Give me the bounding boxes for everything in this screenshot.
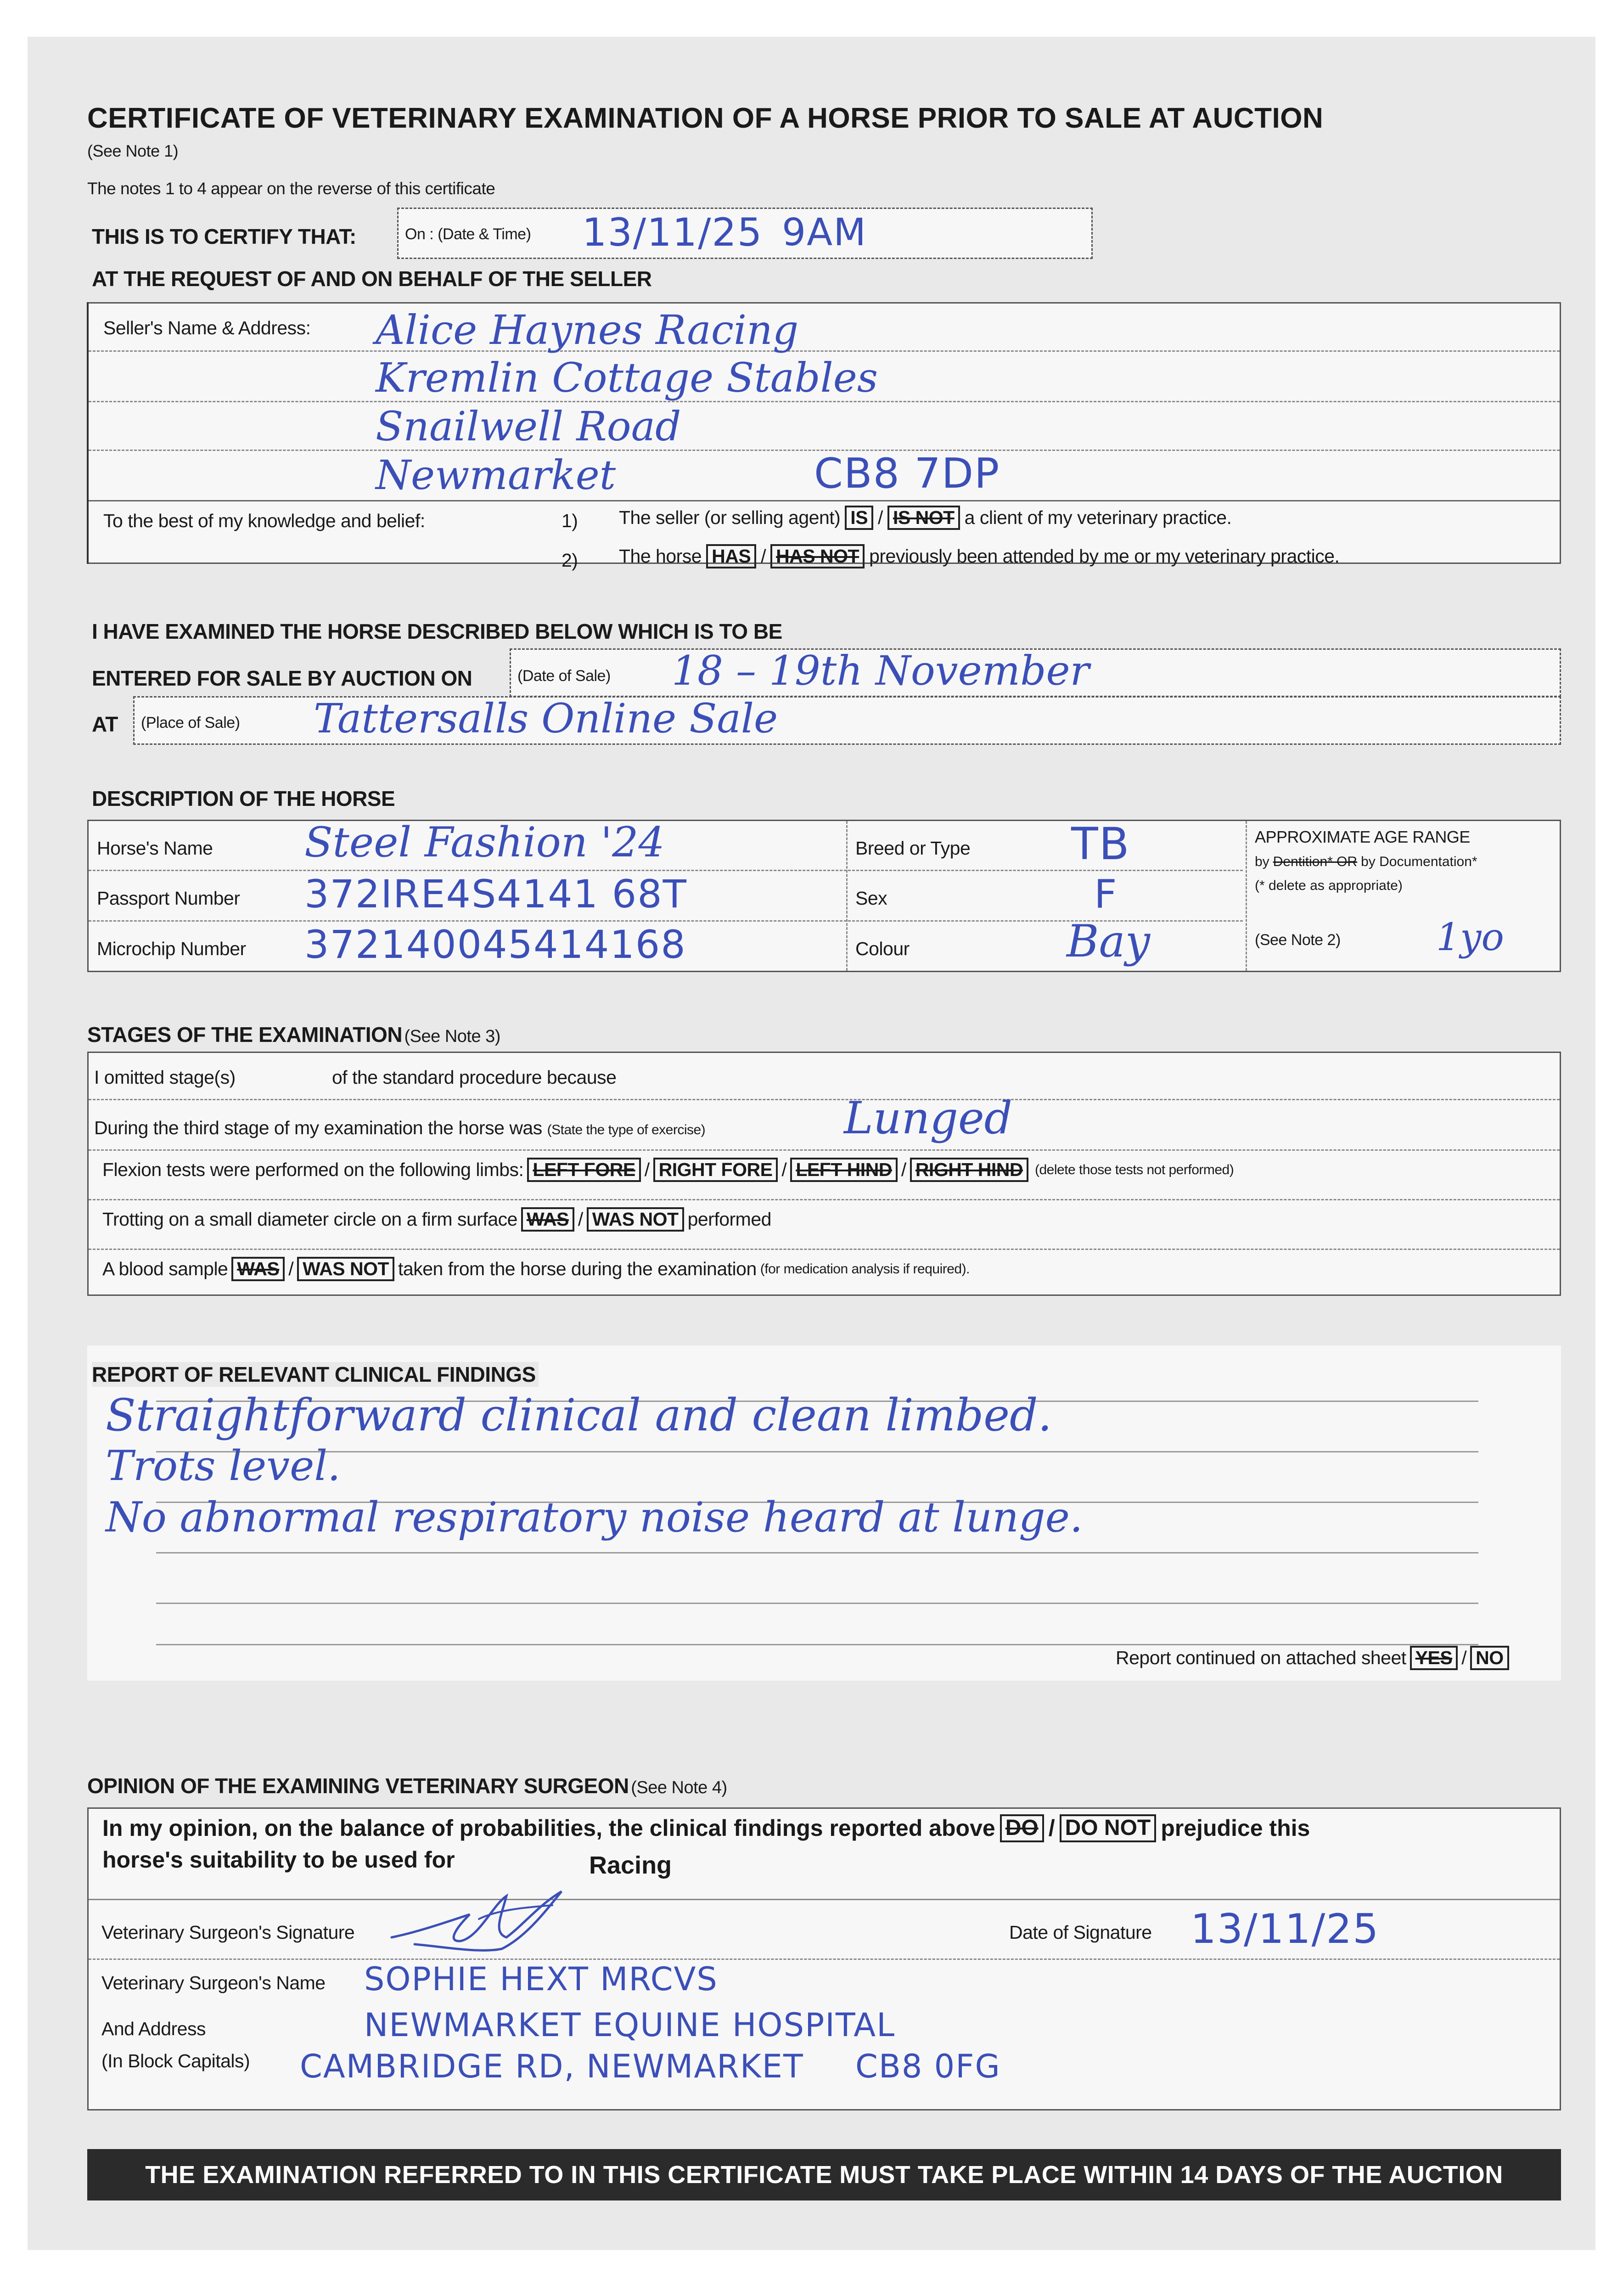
trot-tail: performed <box>687 1209 771 1230</box>
vet-address-line-1: NEWMARKET EQUINE HOSPITAL <box>364 2006 896 2044</box>
header-see-note: (See Note 1) <box>87 141 179 160</box>
suitability-purpose: Racing <box>589 1851 672 1879</box>
blood-was-option[interactable]: WAS <box>231 1257 285 1281</box>
age-value: 1yo <box>1436 916 1504 959</box>
sex-value: F <box>1094 872 1118 917</box>
left-hind-option[interactable]: LEFT HIND <box>790 1158 898 1182</box>
exam-date-value: 13/11/25 <box>582 210 763 255</box>
vet-address-label: And Address <box>101 2018 206 2039</box>
trot-label: Trotting on a small diameter circle on a firm surface <box>102 1209 517 1230</box>
seller-line-4 <box>89 500 1560 501</box>
report-line-4 <box>156 1552 1478 1553</box>
flexion-note: (delete those tests not performed) <box>1034 1162 1234 1177</box>
seller-name-label: Seller's Name & Address: <box>103 317 311 338</box>
examined-heading: I HAVE EXAMINED THE HORSE DESCRIBED BELOW WHICH IS TO BE <box>92 619 782 643</box>
is-not-option[interactable]: IS NOT <box>887 506 960 530</box>
report-line-6 <box>156 1644 1478 1645</box>
vet-name-label: Veterinary Surgeon's Name <box>101 1972 326 1993</box>
date-of-signature-value: 13/11/25 <box>1191 1905 1380 1953</box>
passport-label: Passport Number <box>97 888 240 909</box>
horse-attended-tail: previously been attended by me or my veterinary practice. <box>869 546 1340 567</box>
separator: / <box>288 1258 294 1280</box>
vet-signature <box>387 1887 580 1956</box>
third-stage-label: During the third stage of my examination the horse was <box>94 1117 542 1138</box>
report-continued-row <box>1116 1646 1509 1670</box>
opinion-section <box>87 1807 1561 2110</box>
age-range-heading: APPROXIMATE AGE RANGE <box>1255 827 1470 846</box>
report-finding-line-1: Straightforward clinical and clean limbed. <box>106 1390 1052 1441</box>
separator: / <box>781 1159 787 1181</box>
opinion-heading-row <box>87 1773 727 1798</box>
place-of-sale-label: (Place of Sale) <box>141 714 240 732</box>
stages-line-4 <box>89 1249 1560 1250</box>
report-continued-yes[interactable]: YES <box>1410 1646 1458 1670</box>
seller-client-text: The seller (or selling agent) <box>619 507 841 529</box>
left-fore-option[interactable]: LEFT FORE <box>527 1158 640 1182</box>
report-section <box>87 1345 1561 1681</box>
stages-heading: STAGES OF THE EXAMINATION <box>87 1023 403 1047</box>
microchip-value: 372140045414168 <box>304 922 686 967</box>
suitability-label: horse's suitability to be used for <box>102 1847 455 1873</box>
opinion-note: (See Note 4) <box>631 1778 727 1797</box>
horse-attended-row <box>619 544 1339 568</box>
third-stage-hint: (State the type of exercise) <box>547 1122 706 1137</box>
vet-address-postcode: CB8 0FG <box>855 2048 1001 2085</box>
vet-address-line-2: CAMBRIDGE RD, NEWMARKET <box>300 2048 804 2085</box>
trot-was-not-option[interactable]: WAS NOT <box>587 1207 684 1232</box>
opinion-do-option[interactable]: DO <box>1000 1814 1044 1842</box>
omitted-stage-label: I omitted stage(s) <box>94 1067 236 1088</box>
blood-was-not-option[interactable]: WAS NOT <box>297 1257 394 1281</box>
report-continued-no[interactable]: NO <box>1470 1646 1509 1670</box>
separator: / <box>644 1159 650 1181</box>
stages-section <box>87 1052 1561 1296</box>
date-of-sale-label: (Date of Sale) <box>517 667 611 685</box>
opinion-line-2 <box>89 1958 1560 1960</box>
opinion-line-1 <box>89 1899 1560 1900</box>
belief-label: To the best of my knowledge and belief: <box>103 510 425 531</box>
sale-date-field[interactable] <box>510 648 1561 697</box>
opinion-statement-row <box>102 1814 1310 1842</box>
horse-col-divider-2 <box>1246 821 1247 971</box>
seller-client-tail: a client of my veterinary practice. <box>964 507 1232 529</box>
seller-client-row <box>619 506 1231 530</box>
separator: / <box>578 1209 583 1230</box>
seller-postcode: CB8 7DP <box>814 450 1000 498</box>
item2-number: 2) <box>562 550 578 571</box>
separator: / <box>1461 1647 1467 1669</box>
opinion-statement-tail: prejudice this <box>1161 1815 1310 1841</box>
right-hind-option[interactable]: RIGHT HIND <box>910 1158 1028 1182</box>
right-fore-option[interactable]: RIGHT FORE <box>653 1158 778 1182</box>
age-see-note: (See Note 2) <box>1255 931 1341 949</box>
report-continued-label: Report continued on attached sheet <box>1116 1647 1406 1669</box>
signature-label: Veterinary Surgeon's Signature <box>101 1922 355 1943</box>
blood-sample-row <box>102 1257 970 1281</box>
blood-sample-hint: (for medication analysis if required). <box>760 1261 970 1277</box>
certificate-title: CERTIFICATE OF VETERINARY EXAMINATION OF A HORSE PRIOR TO SALE AT AUCTION <box>87 102 1324 134</box>
entered-for-sale-label: ENTERED FOR SALE BY AUCTION ON <box>92 666 472 690</box>
third-stage-row <box>94 1117 705 1139</box>
sale-place-value: Tattersalls Online Sale <box>314 695 778 742</box>
stages-line-2 <box>89 1149 1560 1151</box>
vet-name-value: SOPHIE HEXT MRCVS <box>364 1960 718 1998</box>
age-method-row <box>1255 854 1477 870</box>
colour-value: Bay <box>1067 916 1151 967</box>
report-line-2 <box>156 1451 1478 1452</box>
flexion-row <box>102 1158 1234 1182</box>
report-finding-line-3: No abnormal respiratory noise heard at lunge. <box>106 1493 1083 1542</box>
seller-address-line-1: Alice Haynes Racing <box>376 306 799 354</box>
notes-text: The notes 1 to 4 appear on the reverse of this certificate <box>87 179 495 198</box>
horse-description-table <box>87 820 1561 972</box>
breed-label: Breed or Type <box>855 838 971 859</box>
separator: / <box>901 1159 906 1181</box>
has-not-option[interactable]: HAS NOT <box>770 544 865 568</box>
sex-label: Sex <box>855 888 887 909</box>
seller-section <box>87 302 1561 571</box>
report-line-5 <box>156 1603 1478 1604</box>
exam-datetime-field[interactable] <box>397 208 1093 259</box>
seller-address-line-4: Newmarket <box>376 451 616 499</box>
opinion-do-not-option[interactable]: DO NOT <box>1060 1814 1157 1842</box>
omitted-stage-tail: of the standard procedure because <box>332 1067 617 1088</box>
opinion-heading: OPINION OF THE EXAMINING VETERINARY SURGEON <box>87 1774 629 1798</box>
has-option[interactable]: HAS <box>706 544 756 568</box>
is-option[interactable]: IS <box>845 506 873 530</box>
separator: / <box>1048 1815 1055 1841</box>
blood-sample-label: A blood sample <box>102 1258 228 1280</box>
seller-left-rule <box>87 302 89 564</box>
dentition-option[interactable]: Dentition* OR <box>1273 854 1358 869</box>
separator: / <box>761 546 766 567</box>
horse-name-value: Steel Fashion '24 <box>304 818 665 867</box>
blood-sample-tail: taken from the horse during the examination <box>398 1258 757 1280</box>
age-by-label: by <box>1255 854 1269 869</box>
stages-line-3 <box>89 1199 1560 1200</box>
sale-place-field[interactable] <box>133 696 1561 745</box>
report-heading: REPORT OF RELEVANT CLINICAL FINDINGS <box>92 1362 539 1387</box>
certify-label: THIS IS TO CERTIFY THAT: <box>92 225 356 248</box>
trot-was-option[interactable]: WAS <box>521 1207 574 1232</box>
stages-line-1 <box>89 1099 1560 1100</box>
exam-time-value: 9AM <box>782 211 867 254</box>
horse-col-divider-1 <box>846 821 848 971</box>
block-capitals-label: (In Block Capitals) <box>101 2050 250 2071</box>
horse-name-label: Horse's Name <box>97 838 213 859</box>
third-stage-value: Lunged <box>844 1092 1013 1144</box>
horse-row-divider-1 <box>89 870 1243 871</box>
breed-value: TB <box>1071 818 1130 870</box>
stages-note: (See Note 3) <box>404 1027 500 1046</box>
sale-date-value: 18 – 19th November <box>672 647 1089 694</box>
item1-number: 1) <box>562 510 578 531</box>
report-finding-line-2: Trots level. <box>106 1442 341 1490</box>
on-date-time-label: On : (Date & Time) <box>405 225 531 243</box>
documentation-option[interactable]: by Documentation* <box>1361 854 1477 869</box>
stages-heading-row <box>87 1022 500 1047</box>
colour-label: Colour <box>855 938 910 959</box>
date-of-signature-label: Date of Signature <box>1009 1922 1152 1943</box>
horse-attended-text: The horse <box>619 546 702 567</box>
at-label: AT <box>92 712 118 736</box>
opinion-statement: In my opinion, on the balance of probabilities, the clinical findings reported above <box>102 1815 995 1841</box>
seller-line-1 <box>89 350 1560 352</box>
microchip-label: Microchip Number <box>97 938 246 959</box>
passport-value: 372IRE4S4141 68T <box>304 872 687 917</box>
age-delete-note: (* delete as appropriate) <box>1255 878 1403 893</box>
separator: / <box>878 507 883 529</box>
horse-description-heading: DESCRIPTION OF THE HORSE <box>92 787 395 810</box>
seller-address-line-3: Snailwell Road <box>376 403 681 450</box>
certificate-sheet <box>28 37 1595 2250</box>
seller-address-line-2: Kremlin Cottage Stables <box>376 354 878 401</box>
footer-banner: THE EXAMINATION REFERRED TO IN THIS CERTIFICATE MUST TAKE PLACE WITHIN 14 DAYS OF THE AUCTION <box>87 2149 1561 2200</box>
flexion-label: Flexion tests were performed on the following limbs: <box>102 1159 524 1181</box>
trot-row <box>102 1207 771 1232</box>
request-label: AT THE REQUEST OF AND ON BEHALF OF THE SELLER <box>92 267 652 291</box>
